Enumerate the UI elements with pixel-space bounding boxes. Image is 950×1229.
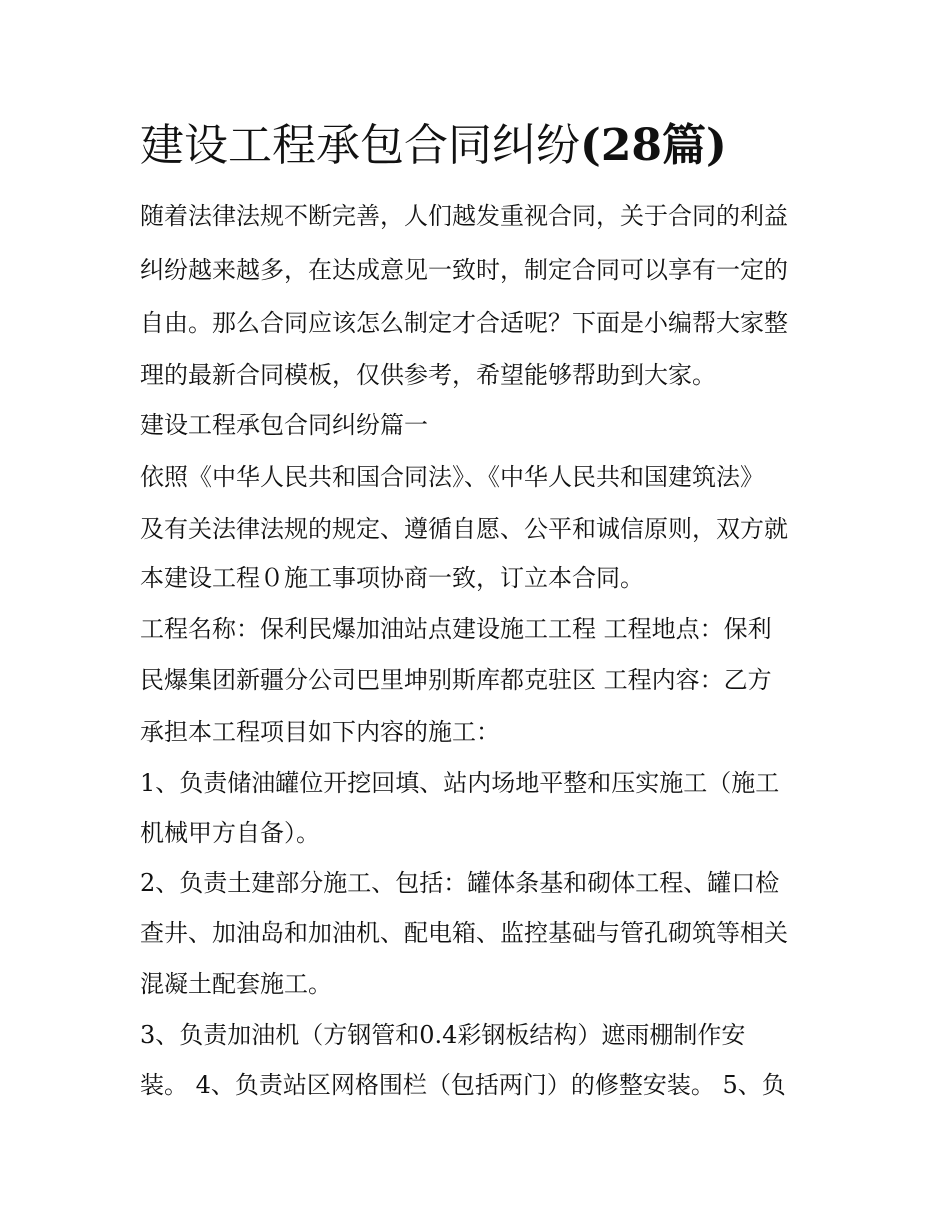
title-count: (28篇) [580, 120, 727, 171]
title-main: 建设工程承包合同纠纷 [140, 120, 580, 171]
intro-line-3: 自由。那么合同应该怎么制定才合适呢？下面是小编帮大家整 [140, 309, 788, 337]
section-heading: 建设工程承包合同纠纷篇一 [140, 411, 428, 439]
body-line-2: 及有关法律法规的规定、遵循自愿、公平和诚信原则，双方就 [140, 515, 788, 543]
project-line-2: 民爆集团新疆分公司巴里坤别斯库都克驻区 工程内容：乙方 [140, 666, 772, 694]
intro-line-1: 随着法律法规不断完善，人们越发重视合同，关于合同的利益 [140, 202, 788, 230]
project-line-3: 承担本工程项目如下内容的施工： [140, 718, 500, 746]
item-2-line-2: 查井、加油岛和加油机、配电箱、监控基础与管孔砌筑等相关 [140, 919, 788, 947]
item-2-line-3: 混凝土配套施工。 [140, 970, 332, 998]
item-3-line-2: 装。 4、负责站区网格围栏（包括两门）的修整安装。 5、负 [140, 1071, 786, 1099]
item-3-line-1: 3、负责加油机（方钢管和0.4彩钢板结构）遮雨棚制作安 [140, 1021, 746, 1049]
body-line-3: 本建设工程０施工事项协商一致，订立本合同。 [140, 564, 644, 592]
project-line-1: 工程名称：保利民爆加油站点建设施工工程 工程地点：保利 [140, 615, 772, 643]
body-line-1: 依照《中华人民共和国合同法》、《中华人民共和国建筑法》 [140, 463, 764, 491]
document-title [140, 116, 727, 176]
intro-line-2: 纠纷越来越多，在达成意见一致时，制定合同可以享有一定的 [140, 256, 788, 284]
item-2-line-1: 2、负责土建部分施工、包括：罐体条基和砌体工程、罐口检 [140, 869, 780, 897]
intro-line-4: 理的最新合同模板，仅供参考，希望能够帮助到大家。 [140, 361, 716, 389]
item-1-line-1: 1、负责储油罐位开挖回填、站内场地平整和压实施工（施工 [140, 769, 780, 797]
item-1-line-2: 机械甲方自备）。 [140, 819, 320, 847]
